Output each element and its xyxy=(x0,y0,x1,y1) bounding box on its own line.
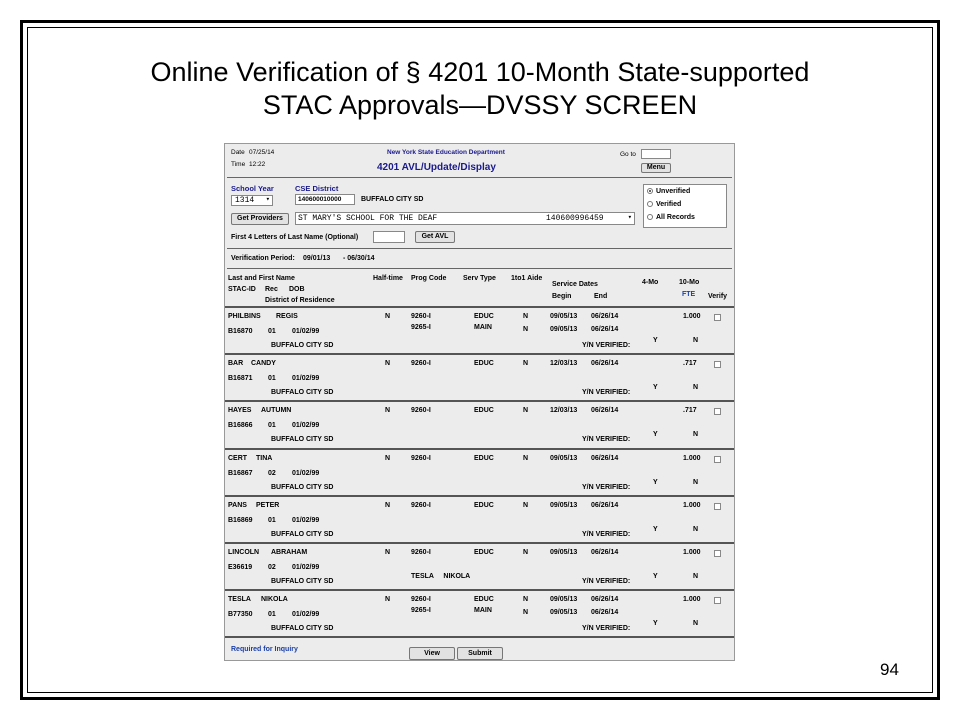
cse-district-label: CSE District xyxy=(295,184,339,193)
school-year-value: 1314 xyxy=(235,196,255,205)
get-providers-button[interactable]: Get Providers xyxy=(231,213,289,225)
provider-code: 140600996459 xyxy=(546,214,604,223)
service-type: MAIN xyxy=(474,607,492,615)
student-rec: 01 xyxy=(268,328,276,335)
menu-button[interactable]: Menu xyxy=(641,163,671,173)
verified-yes-value: Y xyxy=(653,337,658,344)
submit-button[interactable]: Submit xyxy=(457,647,503,660)
student-stac-id: B77350 xyxy=(228,611,253,619)
col-stac-id: STAC-ID xyxy=(228,286,256,293)
student-stac-id: B16870 xyxy=(228,328,253,335)
service-aide: N xyxy=(523,609,529,617)
cse-district-input[interactable]: 140600010000 xyxy=(295,194,355,205)
service-end: 06/26/14 xyxy=(591,549,619,556)
verify-checkbox[interactable] xyxy=(714,314,721,321)
radio-unselected-icon xyxy=(647,214,653,220)
col-rec: Rec xyxy=(265,286,278,293)
student-dob: 01/02/99 xyxy=(292,516,320,524)
school-year-label: School Year xyxy=(231,184,274,193)
service-begin: 09/05/13 xyxy=(550,454,578,462)
cse-district-name: BUFFALO CITY SD xyxy=(361,196,424,203)
student-dob: 01/02/99 xyxy=(292,422,320,430)
service-half-time: N xyxy=(385,549,391,556)
student-rec: 01 xyxy=(268,422,276,430)
goto-input[interactable] xyxy=(641,149,671,159)
student-first-name: REGIS xyxy=(276,313,298,320)
yn-verified-label: Y/N VERIFIED: xyxy=(582,389,631,397)
student-first-name: AUTUMN xyxy=(261,407,292,415)
row-separator xyxy=(225,636,734,638)
slide-title-line-2: STAC Approvals—DVSSY SCREEN xyxy=(262,90,698,120)
verify-checkbox[interactable] xyxy=(714,550,721,557)
yn-verified-label: Y/N VERIFIED: xyxy=(582,436,631,444)
service-begin: 09/05/13 xyxy=(550,326,578,333)
yn-verified-label: Y/N VERIFIED: xyxy=(582,530,631,538)
verified-no-value: N xyxy=(693,620,699,628)
student-district: BUFFALO CITY SD xyxy=(271,530,334,538)
col-four-mo: 4-Mo xyxy=(642,279,659,286)
radio-verified[interactable]: Verified xyxy=(647,201,726,214)
service-begin: 09/05/13 xyxy=(550,596,578,604)
col-name: Last and First Name xyxy=(228,275,295,282)
student-last-name: PANS xyxy=(228,501,247,509)
student-dob: 01/02/99 xyxy=(292,328,320,335)
service-aide: N xyxy=(523,326,529,333)
verified-no-value: N xyxy=(693,337,699,344)
radio-all-records[interactable]: All Records xyxy=(647,214,726,227)
chevron-down-icon: ▾ xyxy=(265,196,270,204)
student-last-name: TESLA xyxy=(228,596,251,604)
slide-title xyxy=(40,56,920,122)
row-separator xyxy=(225,589,734,591)
service-aide: N xyxy=(523,501,529,509)
student-district: BUFFALO CITY SD xyxy=(271,389,334,397)
col-serv-type: Serv Type xyxy=(463,275,496,282)
service-type: EDUC xyxy=(474,360,494,368)
service-type: EDUC xyxy=(474,596,494,604)
service-aide: N xyxy=(523,454,529,462)
service-end: 06/26/14 xyxy=(591,454,619,462)
service-type: EDUC xyxy=(474,454,494,462)
student-district: BUFFALO CITY SD xyxy=(271,625,334,633)
col-fte: FTE xyxy=(682,291,696,298)
radio-unselected-icon xyxy=(647,201,653,207)
student-rec: 02 xyxy=(268,469,276,477)
date-value: 07/25/14 xyxy=(249,149,275,156)
yn-verified-label: Y/N VERIFIED: xyxy=(582,483,631,491)
student-first-name: PETER xyxy=(256,501,280,509)
service-prog-code: 9260-I xyxy=(411,313,431,320)
service-half-time: N xyxy=(385,360,391,368)
service-aide: N xyxy=(523,360,529,368)
verified-no-value: N xyxy=(693,384,699,392)
service-fte: .717 xyxy=(683,407,697,415)
required-note: Required for Inquiry xyxy=(231,646,298,653)
verified-yes-value: Y xyxy=(653,478,658,486)
service-prog-code: 9265-I xyxy=(411,324,431,331)
verified-no-value: N xyxy=(693,478,699,486)
filter-divider xyxy=(227,248,732,249)
verified-yes-value: Y xyxy=(653,573,658,580)
date-label: Date xyxy=(231,149,245,156)
service-half-time: N xyxy=(385,596,391,604)
student-last-name: HAYES xyxy=(228,407,252,415)
agency-name: New York State Education Department xyxy=(387,149,505,156)
service-aide: N xyxy=(523,313,529,320)
service-end: 06/26/14 xyxy=(591,360,619,368)
service-fte: 1.000 xyxy=(683,596,701,604)
student-last-name: BAR xyxy=(228,360,244,368)
time-label: Time xyxy=(231,161,246,168)
row-separator xyxy=(225,542,734,544)
service-prog-code: 9265-I xyxy=(411,607,431,615)
service-aide: N xyxy=(523,407,529,415)
verification-period-end: - 06/30/14 xyxy=(343,255,375,262)
student-secondary-name: TESLA NIKOLA xyxy=(411,573,471,580)
verified-no-value: N xyxy=(693,431,699,439)
provider-name: ST MARY'S SCHOOL FOR THE DEAF xyxy=(298,214,438,223)
student-rec: 01 xyxy=(268,611,276,619)
verify-checkbox[interactable] xyxy=(714,361,721,368)
verification-period-start: 09/01/13 xyxy=(303,255,331,262)
verified-yes-value: Y xyxy=(653,384,658,392)
verified-yes-value: Y xyxy=(653,525,658,533)
student-stac-id: B16871 xyxy=(228,375,253,383)
service-prog-code: 9260-I xyxy=(411,360,431,368)
service-prog-code: 9260-I xyxy=(411,501,431,509)
col-verify: Verify xyxy=(708,293,728,300)
verified-no-value: N xyxy=(693,525,699,533)
student-first-name: ABRAHAM xyxy=(271,549,308,556)
service-begin: 09/05/13 xyxy=(550,549,578,556)
col-service-dates: Service Dates xyxy=(552,281,598,288)
last-name-label: First 4 Letters of Last Name (Optional) xyxy=(231,234,359,241)
radio-unverified[interactable]: Unverified xyxy=(647,188,726,201)
service-type: MAIN xyxy=(474,324,492,331)
service-aide: N xyxy=(523,549,529,556)
student-district: BUFFALO CITY SD xyxy=(271,342,334,349)
service-type: EDUC xyxy=(474,407,494,415)
col-half-time: Half-time xyxy=(373,275,403,282)
verification-period-label: Verification Period: xyxy=(231,255,295,262)
service-prog-code: 9260-I xyxy=(411,596,431,604)
screen-title: 4201 AVL/Update/Display xyxy=(377,162,496,173)
col-ten-mo: 10-Mo xyxy=(679,279,700,286)
service-begin: 09/05/13 xyxy=(550,609,578,617)
get-avl-button[interactable]: Get AVL xyxy=(415,231,455,243)
service-end: 06/26/14 xyxy=(591,407,619,415)
dvssy-screen xyxy=(224,143,735,661)
student-stac-id: B16866 xyxy=(228,422,253,430)
verify-checkbox[interactable] xyxy=(714,597,721,604)
student-last-name: PHILBINS xyxy=(228,313,261,320)
time-value: 12:22 xyxy=(249,161,266,168)
yn-verified-label: Y/N VERIFIED: xyxy=(582,342,631,349)
service-type: EDUC xyxy=(474,501,494,509)
student-rec: 01 xyxy=(268,375,276,383)
verify-checkbox[interactable] xyxy=(714,456,721,463)
student-district: BUFFALO CITY SD xyxy=(271,483,334,491)
service-fte: 1.000 xyxy=(683,549,701,556)
service-end: 06/26/14 xyxy=(591,313,619,320)
student-stac-id: B16867 xyxy=(228,469,253,477)
service-aide: N xyxy=(523,596,529,604)
verified-yes-value: Y xyxy=(653,620,658,628)
service-prog-code: 9260-I xyxy=(411,454,431,462)
service-prog-code: 9260-I xyxy=(411,549,431,556)
student-dob: 01/02/99 xyxy=(292,564,320,571)
row-separator xyxy=(225,448,734,450)
col-district: District of Residence xyxy=(265,297,335,304)
service-begin: 12/03/13 xyxy=(550,407,578,415)
service-half-time: N xyxy=(385,313,391,320)
student-rec: 02 xyxy=(268,564,276,571)
col-dob: DOB xyxy=(289,286,305,293)
service-end: 06/26/14 xyxy=(591,596,619,604)
service-end: 06/26/14 xyxy=(591,609,619,617)
row-separator xyxy=(225,306,734,308)
page-number: 94 xyxy=(880,660,899,679)
provider-select[interactable] xyxy=(295,212,635,225)
student-stac-id: E36619 xyxy=(228,564,253,571)
student-district: BUFFALO CITY SD xyxy=(271,436,334,444)
service-fte: 1.000 xyxy=(683,454,701,462)
service-fte: 1.000 xyxy=(683,501,701,509)
row-separator xyxy=(225,400,734,402)
student-dob: 01/02/99 xyxy=(292,375,320,383)
verify-checkbox[interactable] xyxy=(714,503,721,510)
service-half-time: N xyxy=(385,407,391,415)
period-divider xyxy=(227,268,732,269)
student-district: BUFFALO CITY SD xyxy=(271,578,334,585)
yn-verified-label: Y/N VERIFIED: xyxy=(582,625,631,633)
row-separator xyxy=(225,495,734,497)
view-button[interactable]: View xyxy=(409,647,455,660)
service-prog-code: 9260-I xyxy=(411,407,431,415)
student-dob: 01/02/99 xyxy=(292,469,320,477)
chevron-down-icon: ▾ xyxy=(627,214,632,222)
student-rec: 01 xyxy=(268,516,276,524)
student-last-name: CERT xyxy=(228,454,248,462)
service-begin: 09/05/13 xyxy=(550,313,578,320)
student-last-name: LINCOLN xyxy=(228,549,260,556)
service-fte: .717 xyxy=(683,360,697,368)
service-type: EDUC xyxy=(474,549,494,556)
verified-yes-value: Y xyxy=(653,431,658,439)
student-first-name: TINA xyxy=(256,454,273,462)
school-year-select[interactable] xyxy=(231,195,273,206)
verified-no-value: N xyxy=(693,573,699,580)
service-type: EDUC xyxy=(474,313,494,320)
service-begin: 09/05/13 xyxy=(550,501,578,509)
header-divider xyxy=(227,177,732,178)
service-half-time: N xyxy=(385,454,391,462)
student-dob: 01/02/99 xyxy=(292,611,320,619)
record-filter-radio-group xyxy=(643,184,727,228)
service-fte: 1.000 xyxy=(683,313,701,320)
student-stac-id: B16869 xyxy=(228,516,253,524)
student-first-name: CANDY xyxy=(251,360,276,368)
student-first-name: NIKOLA xyxy=(261,596,288,604)
col-prog-code: Prog Code xyxy=(411,275,447,282)
row-separator xyxy=(225,353,734,355)
col-aide: 1to1 Aide xyxy=(511,275,543,282)
service-end: 06/26/14 xyxy=(591,501,619,509)
verify-checkbox[interactable] xyxy=(714,408,721,415)
goto-label: Go to xyxy=(620,151,636,158)
col-end: End xyxy=(594,293,608,300)
service-end: 06/26/14 xyxy=(591,326,619,333)
service-half-time: N xyxy=(385,501,391,509)
radio-selected-icon xyxy=(647,188,653,194)
service-begin: 12/03/13 xyxy=(550,360,578,368)
col-begin: Begin xyxy=(552,293,572,300)
last-name-input[interactable] xyxy=(373,231,405,243)
slide-title-line-1: Online Verification of § 4201 10-Month State-supported xyxy=(150,57,810,87)
yn-verified-label: Y/N VERIFIED: xyxy=(582,578,631,585)
